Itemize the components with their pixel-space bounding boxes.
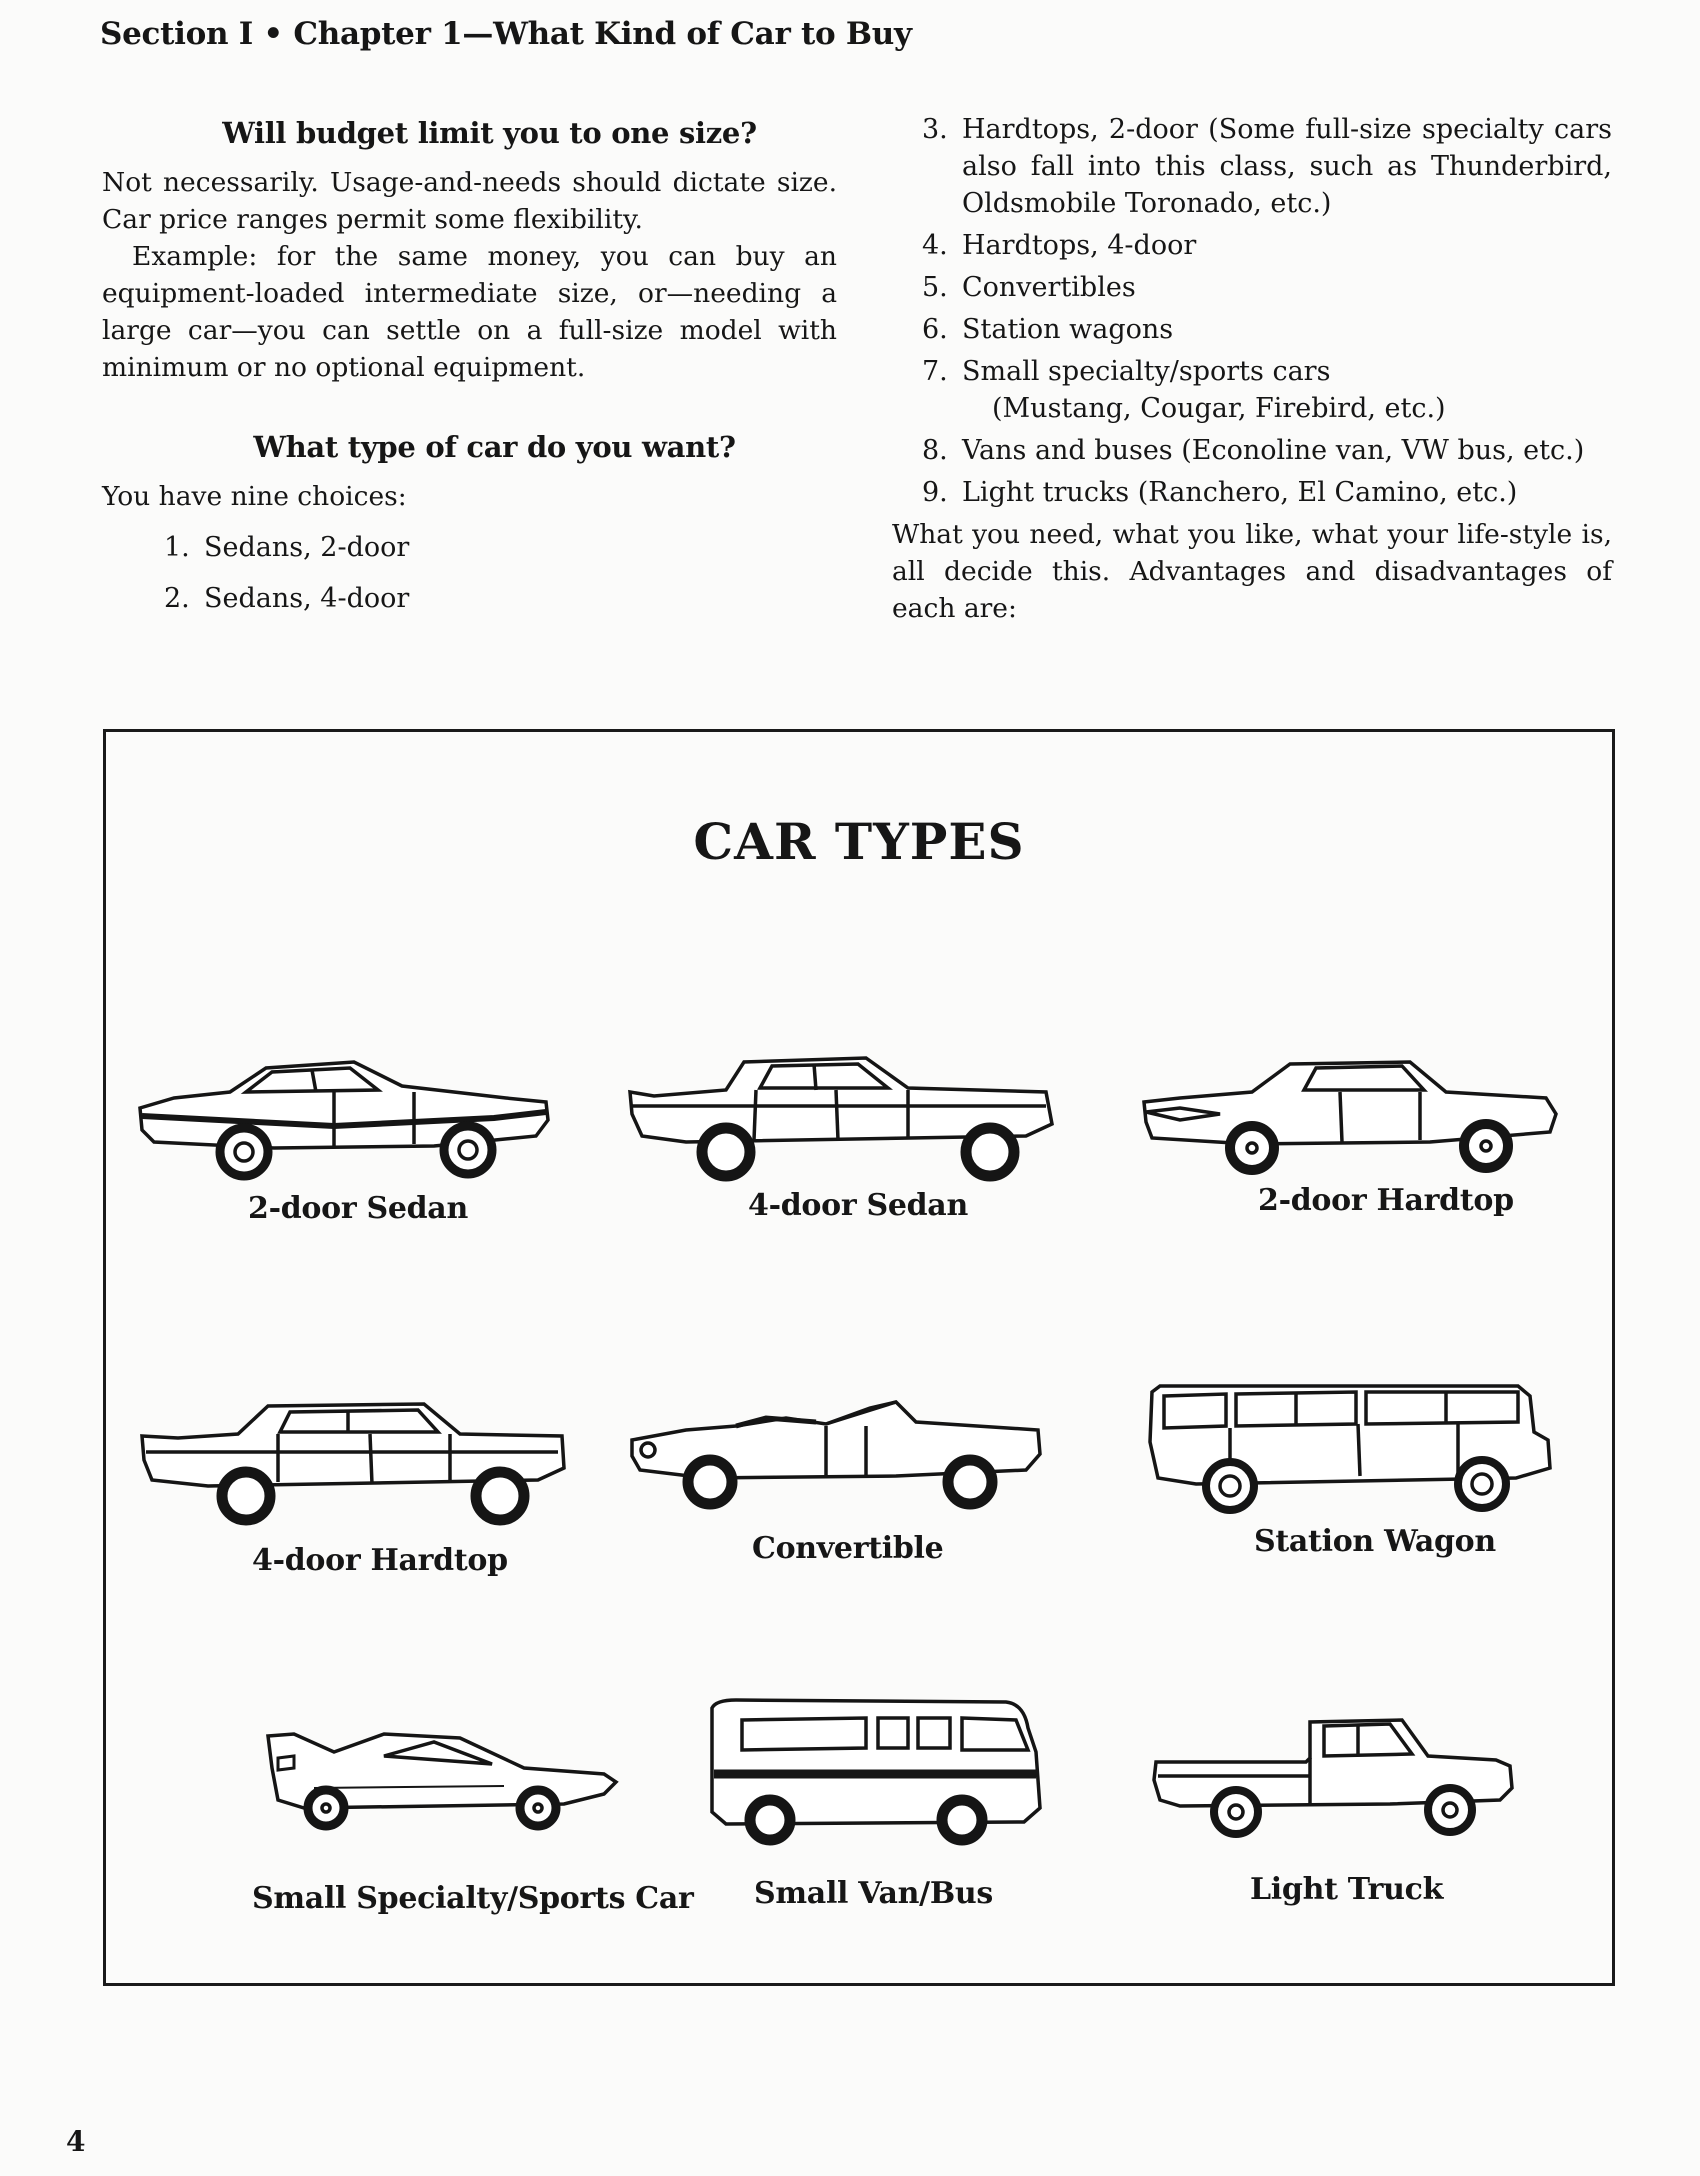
page-number: 4	[66, 2125, 86, 2158]
two-door-hardtop-label: 2-door Hardtop	[1258, 1183, 1514, 1218]
sports-car-label: Small Specialty/Sports Car	[252, 1881, 694, 1916]
light-truck-label: Light Truck	[1250, 1872, 1444, 1907]
left-column	[102, 116, 837, 631]
list-item	[922, 474, 1612, 511]
right-column	[892, 111, 1612, 627]
four-door-hardtop-illustration	[138, 1396, 568, 1531]
station-wagon-illustration	[1146, 1382, 1556, 1522]
list-number: 8.	[922, 435, 948, 466]
list-number: 9.	[922, 477, 948, 508]
list-number: 2.	[164, 583, 190, 614]
list-item	[922, 111, 1612, 222]
list-text: Convertibles	[962, 272, 1136, 303]
list-item	[164, 529, 837, 566]
car-types-title: CAR TYPES	[693, 812, 1025, 871]
list-number: 1.	[164, 532, 190, 563]
list-subtext: (Mustang, Cougar, Firebird, etc.)	[992, 393, 1446, 424]
list-number: 7.	[922, 356, 948, 387]
choices-list-right	[922, 111, 1612, 511]
list-number: 5.	[922, 272, 948, 303]
budget-heading: Will budget limit you to one size?	[222, 116, 757, 150]
van-bus-illustration	[706, 1698, 1046, 1848]
list-number: 6.	[922, 314, 948, 345]
running-head: Section I • Chapter 1—What Kind of Car to Buy	[100, 16, 912, 52]
two-door-sedan-label: 2-door Sedan	[248, 1191, 468, 1226]
choices-intro: You have nine choices:	[102, 481, 407, 512]
list-text: Small specialty/sports cars	[962, 356, 1331, 387]
list-text: Hardtops, 4-door	[962, 230, 1197, 261]
car-type-heading: What type of car do you want?	[253, 430, 736, 464]
convertible-illustration	[626, 1396, 1046, 1516]
four-door-sedan-illustration	[626, 1050, 1056, 1185]
list-text: Station wagons	[962, 314, 1174, 345]
two-door-sedan-illustration	[134, 1052, 554, 1182]
two-door-hardtop-illustration	[1140, 1052, 1560, 1177]
list-text: Light trucks (Ranchero, El Camino, etc.)	[962, 477, 1518, 508]
light-truck-illustration	[1150, 1716, 1530, 1846]
van-bus-label: Small Van/Bus	[754, 1876, 993, 1911]
list-item	[922, 227, 1612, 264]
convertible-label: Convertible	[752, 1531, 944, 1566]
list-text: Sedans, 4-door	[204, 583, 410, 614]
list-item	[922, 432, 1612, 469]
choices-list-left	[164, 529, 837, 617]
budget-paragraph-1: Not necessarily. Usage-and-needs should dictate size. Car price ranges permit some flexibility.	[102, 167, 837, 235]
list-item	[922, 353, 1612, 427]
list-text: Sedans, 2-door	[204, 532, 410, 563]
car-types-box	[103, 729, 1615, 1986]
budget-paragraph-2: Example: for the same money, you can buy an equipment-loaded intermediate size, or—needing a large car—you can settle on a full-size model with minimum or no optional equipment.	[102, 241, 837, 383]
list-item	[164, 580, 837, 617]
sports-car-illustration	[264, 1728, 624, 1838]
list-text: Hardtops, 2-door (Some full-size specialty cars also fall into this class, such as Thunderbird, Oldsmobile Toronado, etc.)	[962, 114, 1612, 219]
four-door-hardtop-label: 4-door Hardtop	[252, 1543, 508, 1578]
closing-paragraph: What you need, what you like, what your life-style is, all decide this. Advantages and disadvantages of each are:	[892, 519, 1612, 624]
list-number: 3.	[922, 114, 948, 145]
list-item	[922, 311, 1612, 348]
list-item	[922, 269, 1612, 306]
station-wagon-label: Station Wagon	[1254, 1524, 1496, 1559]
list-number: 4.	[922, 230, 948, 261]
list-text: Vans and buses (Econoline van, VW bus, etc.)	[962, 435, 1585, 466]
four-door-sedan-label: 4-door Sedan	[748, 1188, 968, 1223]
